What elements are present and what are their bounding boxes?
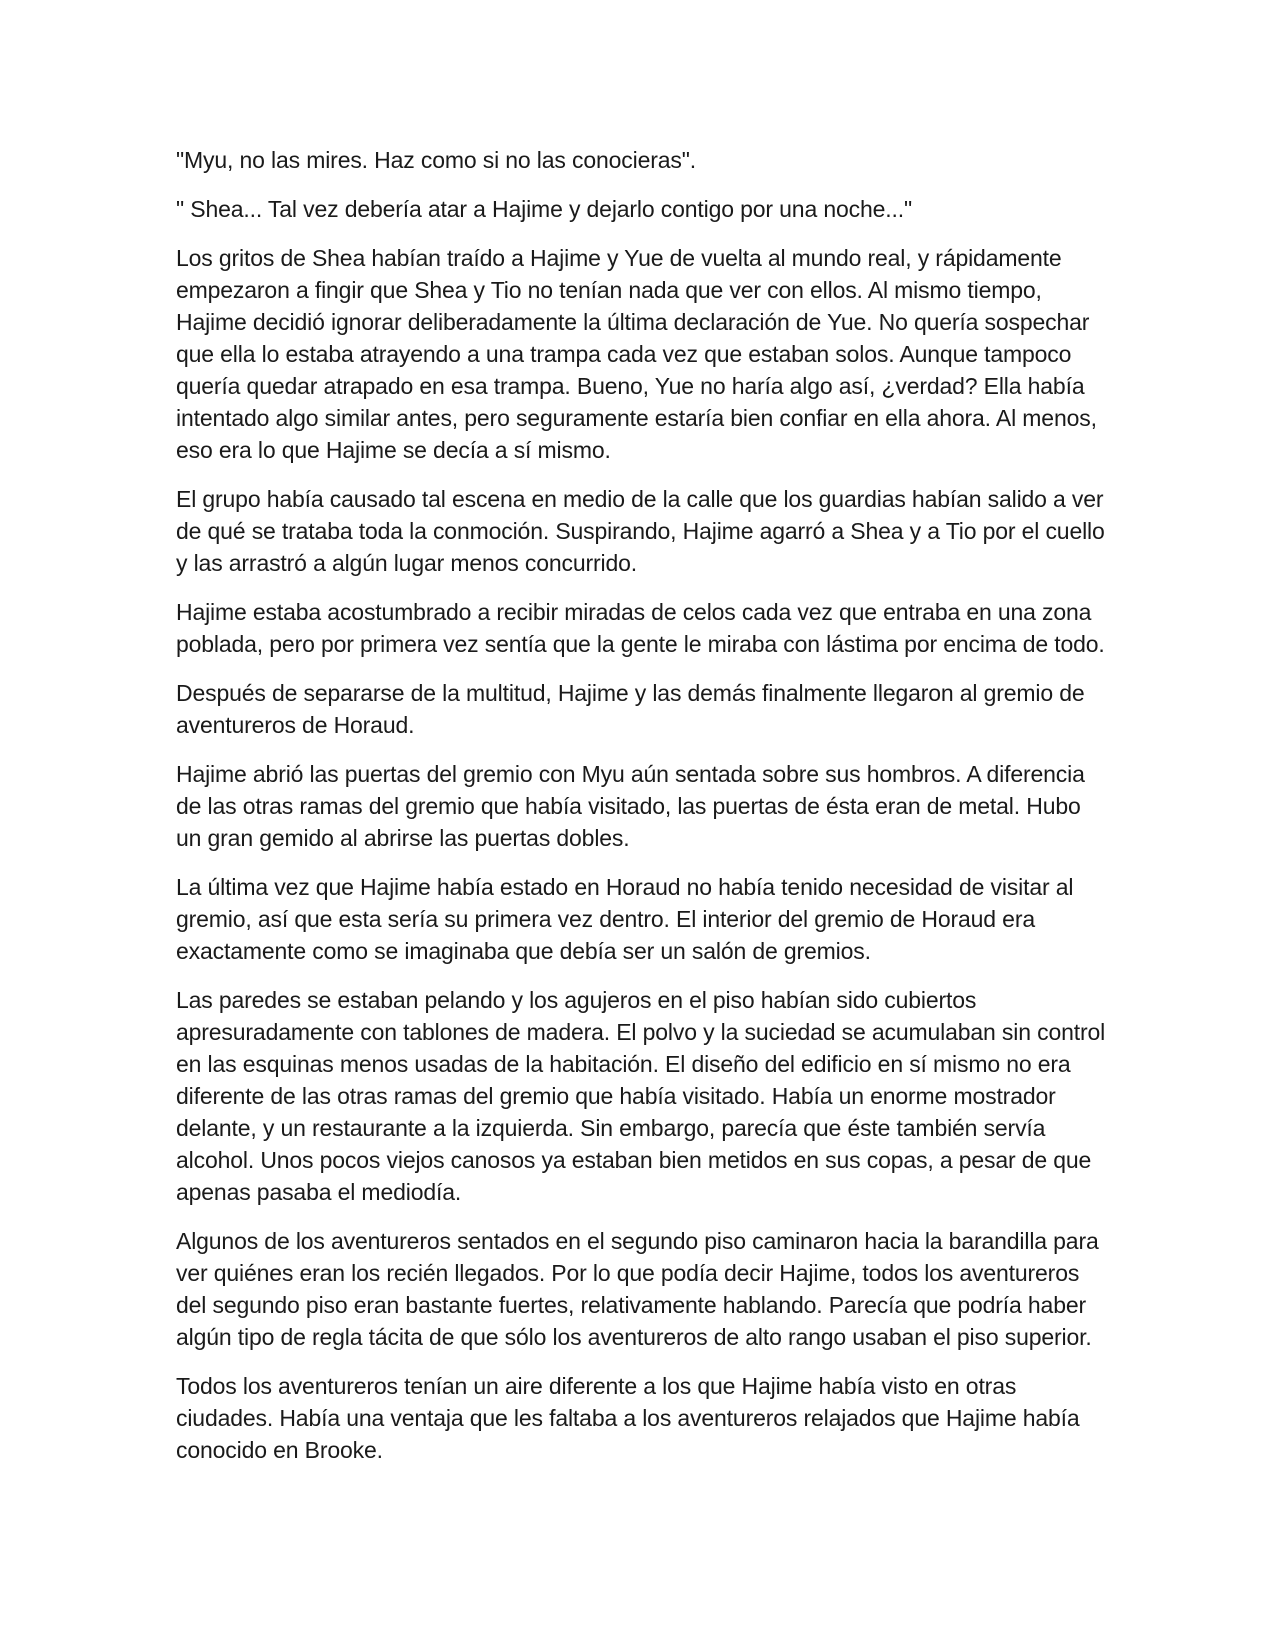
- paragraph-10: Algunos de los aventureros sentados en el segundo piso caminaron hacia la barandilla para ver quiénes eran los recién llegados. Por lo que podía decir Hajime, todos los aventureros del segundo piso eran bastante fuertes, relativamente hablando. Parecía que podría haber algún tipo de regla tácita de que sólo los aventureros de alto rango usaban el piso superior.: [176, 1228, 1099, 1350]
- paragraph-5: Hajime estaba acostumbrado a recibir miradas de celos cada vez que entraba en una zona poblada, pero por primera vez sentía que la gente le miraba con lástima por encima de todo.: [176, 599, 1105, 657]
- paragraph-9: Las paredes se estaban pelando y los agujeros en el piso habían sido cubiertos apresuradamente con tablones de madera. El polvo y la suciedad se acumulaban sin control en las esquinas menos usadas de la habitación. El diseño del edificio en sí mismo no era diferente de las otras ramas del gremio que había visitado. Había un enorme mostrador delante, y un restaurante a la izquierda. Sin embargo, parecía que éste también servía alcohol. Unos pocos viejos canosos ya estaban bien metidos en sus copas, a pesar de que apenas pasaba el mediodía.: [176, 987, 1106, 1205]
- paragraph-11: Todos los aventureros tenían un aire diferente a los que Hajime había visto en otras ciudades. Había una ventaja que les faltaba a los aventureros relajados que Hajime había conocido en Brooke.: [176, 1373, 1080, 1463]
- document-page: [176, 144, 1106, 1483]
- paragraph-1: "Myu, no las mires. Haz como si no las conocieras".: [176, 147, 696, 173]
- paragraph-2: " Shea... Tal vez debería atar a Hajime y dejarlo contigo por una noche...": [176, 196, 912, 222]
- paragraph-6: Después de separarse de la multitud, Hajime y las demás finalmente llegaron al gremio de aventureros de Horaud.: [176, 680, 1085, 738]
- paragraph-3: Los gritos de Shea habían traído a Hajime y Yue de vuelta al mundo real, y rápidamente empezaron a fingir que Shea y Tio no tenían nada que ver con ellos. Al mismo tiempo, Hajime decidió ignorar deliberadamente la última declaración de Yue. No quería sospechar que ella lo estaba atrayendo a una trampa cada vez que estaban solos. Aunque tampoco quería quedar atrapado en esa trampa. Bueno, Yue no haría algo así, ¿verdad? Ella había intentado algo similar antes, pero seguramente estaría bien confiar en ella ahora. Al menos, eso era lo que Hajime se decía a sí mismo.: [176, 245, 1097, 463]
- paragraph-7: Hajime abrió las puertas del gremio con Myu aún sentada sobre sus hombros. A diferencia de las otras ramas del gremio que había visitado, las puertas de ésta eran de metal. Hubo un gran gemido al abrirse las puertas dobles.: [176, 761, 1085, 851]
- paragraph-4: El grupo había causado tal escena en medio de la calle que los guardias habían salido a ver de qué se trataba toda la conmoción. Suspirando, Hajime agarró a Shea y a Tio por el cuello y las arrastró a algún lugar menos concurrido.: [176, 486, 1105, 576]
- paragraph-8: La última vez que Hajime había estado en Horaud no había tenido necesidad de visitar al gremio, así que esta sería su primera vez dentro. El interior del gremio de Horaud era exactamente como se imaginaba que debía ser un salón de gremios.: [176, 874, 1074, 964]
